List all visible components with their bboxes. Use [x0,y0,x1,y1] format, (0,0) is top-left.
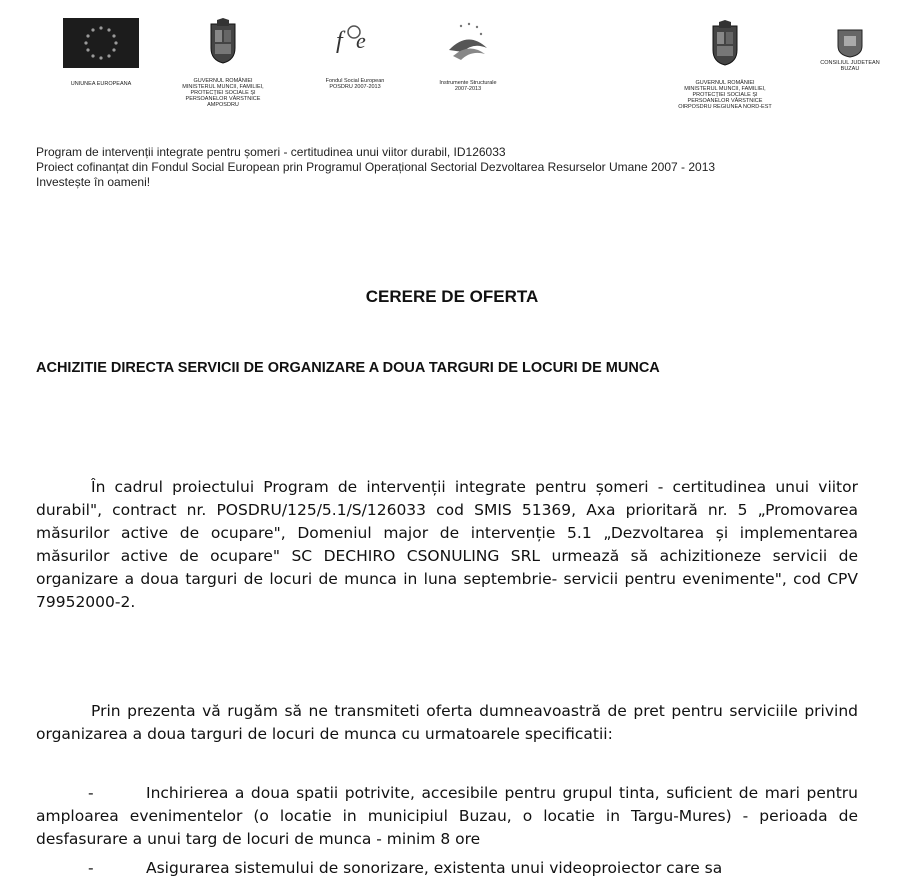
spec-item-text: Asigurarea sistemului de sonorizare, existenta unui videoproiector care sa [146,859,723,877]
project-header [36,145,715,190]
slogan-line: Investește în oameni! [36,175,151,189]
document-subtitle: ACHIZITIE DIRECTA SERVICII DE ORGANIZARE A DOUA TARGURI DE LOCURI DE MUNCA [36,360,660,376]
eu-flag-icon [63,18,139,68]
gov-logo-2 [663,20,787,110]
logo-bar [0,0,904,130]
project-line: Program de intervenții integrate pentru șomeri - certitudinea unui viitor durabil, ID126033 [36,145,506,159]
bullet-dash: - [88,784,94,802]
instr-logo [418,20,518,92]
gov-caption-2: GUVERNUL ROMÂNIEI MINISTERUL MUNCII, FAMILIEI, PROTECȚIEI SOCIALE ȘI PERSOANELOR VÂRSTNICE OIRPOSDRU REGIUNEA NORD-EST [678,80,772,110]
spec-item-text: Inchirierea a doua spatii potrivite, accesibile pentru grupul tinta, suficient de mari pentru amploarea evenimentelor (o locatie in municipiul Buzau, o locatie in Targu-Mures) - perioada de desfasurare a unui targ de locuri de munca - minim 8 ore [36,784,858,848]
eu-caption: UNIUNEA EUROPEANA [70,81,132,87]
cj-caption: CONSILIUL JUDETEAN BUZAU [820,60,880,72]
spec-item [36,782,858,851]
fse-caption: Fondul Social European POSDRU 2007-2013 [325,78,385,90]
structural-instruments-icon [443,20,493,64]
instr-caption: Instrumente Structurale 2007-2013 [439,80,497,92]
bullet-dash: - [88,859,94,877]
fse-icon [332,22,378,58]
intro-paragraph: În cadrul proiectului Program de intervenții integrate pentru șomeri - certitudinea unui viitor durabil", contract nr. POSDRU/125/5.1/S/126033 cod SMIS 51369, Axa prioritară nr. 5 „Promovarea măsurilor active de ocupare", Domeniul major de intervenție 5.1 „Dezvoltarea și implementarea măsurilor active de ocupare" SC DECHIRO CSONULING SRL urmează să achizitioneze servicii de organizare a doua targuri de locuri de munca in luna septembrie- servicii pentru evenimente", cod CPV 79952000-2. [36,478,858,611]
cofinancing-line: Proiect cofinanțat din Fondul Social European prin Programul Operațional Sectorial Dezvoltarea Resurselor Umane 2007 - 2013 [36,160,716,174]
document-title: CERERE DE OFERTA [365,287,539,306]
gov-logo-1 [168,18,278,108]
request-paragraph: Prin prezenta vă rugăm să ne transmiteti oferta dumneavoastră de pret pentru serviciile privind organizarea a doua targuri de locuri de munca cu urmatoarele specificatii: [36,702,858,743]
romania-crest-icon-2 [709,20,741,66]
spec-item [36,857,858,880]
gov-caption-1: GUVERNUL ROMÂNIEI MINISTERUL MUNCII, FAMILIEI, PROTECȚIEI SOCIALE ȘI PERSOANELOR VÂRSTNICE AMPOSDRU [182,78,264,108]
romania-crest-icon [207,18,239,64]
svg-text:e: e [356,28,366,53]
cj-logo [800,28,900,72]
eu-logo [56,18,146,87]
county-council-crest-icon [836,28,864,58]
svg-text:f: f [336,28,343,54]
fse-logo [300,22,410,90]
